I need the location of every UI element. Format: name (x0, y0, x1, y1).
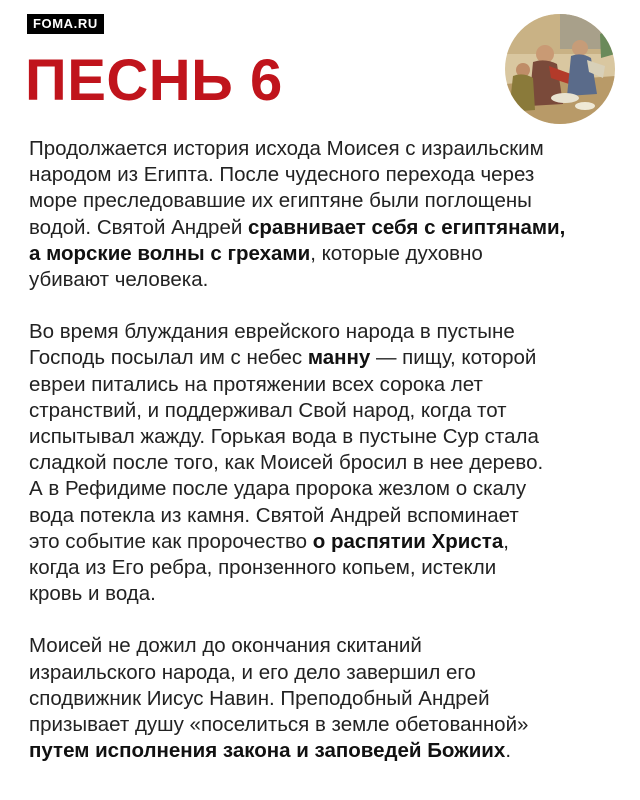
body-text: кровь и вода. (29, 582, 156, 606)
emphasis-text: а морские волны с грехами (29, 241, 311, 265)
body-text: водой. Святой Андрей (29, 215, 248, 239)
body-text: странствий, и поддерживал Свой народ, когда тот (29, 398, 507, 422)
paragraph-1 (29, 136, 629, 293)
text-line (29, 450, 629, 476)
illustration-thumbnail (505, 14, 615, 124)
body-text: это событие как пророчество (29, 529, 313, 553)
text-line (29, 555, 629, 581)
article-body (29, 136, 629, 790)
paragraph-3 (29, 633, 629, 764)
text-line (29, 162, 629, 188)
emphasis-text: о распятии Христа (312, 529, 504, 553)
body-text: , которые духовно (310, 241, 483, 265)
body-text: , (503, 529, 509, 553)
text-line (29, 345, 629, 371)
body-text: призывает душу «поселиться в земле обетованной» (29, 713, 529, 737)
body-text: убивают человека. (29, 268, 209, 292)
text-line (29, 215, 629, 241)
body-text: море преследовавшие их египтяне были поглощены (29, 189, 532, 213)
body-text: Господь посылал им с небес (29, 346, 308, 370)
body-text: испытывал жажду. Горькая вода в пустыне Сур стала (29, 425, 539, 449)
body-text: евреи питались на протяжении всех сорока лет (29, 372, 483, 396)
page-title: ПЕСНЬ 6 (25, 48, 283, 113)
text-line (29, 529, 629, 555)
body-text: — пищу, которой (370, 346, 537, 370)
icon-painting (505, 14, 615, 124)
body-text: Во время блуждания еврейского народа в пустыне (29, 320, 515, 344)
emphasis-text: манну (307, 346, 371, 370)
body-text: вода потекла из камня. Святой Андрей вспоминает (29, 503, 519, 527)
text-line (29, 712, 629, 738)
body-text: народом из Египта. После чудесного перехода через (29, 163, 535, 187)
text-line (29, 660, 629, 686)
emphasis-text: путем исполнения закона и заповедей Божиих (29, 739, 506, 763)
text-line (29, 319, 629, 345)
text-line (29, 633, 629, 659)
text-line (29, 581, 629, 607)
text-line (29, 686, 629, 712)
emphasis-text: сравнивает себя с египтянами, (248, 215, 566, 239)
body-text: израильского народа, и его дело завершил его (29, 660, 476, 684)
text-line (29, 241, 629, 267)
text-line (29, 398, 629, 424)
text-line (29, 136, 629, 162)
site-logo[interactable]: FOMA.RU (27, 14, 104, 34)
text-line (29, 424, 629, 450)
body-text: сподвижник Иисус Навин. Преподобный Андрей (29, 686, 490, 710)
text-line (29, 476, 629, 502)
paragraph-2 (29, 319, 629, 607)
text-line (29, 372, 629, 398)
body-text: Продолжается история исхода Моисея с израильским (29, 137, 544, 160)
text-line (29, 188, 629, 214)
text-line (29, 503, 629, 529)
body-text: . (505, 739, 512, 763)
text-line (29, 267, 629, 293)
body-text: когда из Его ребра, пронзенного копьем, истекли (29, 556, 497, 580)
text-line (29, 738, 629, 764)
body-text: А в Рефидиме после удара пророка жезлом о скалу (29, 477, 527, 501)
body-text: сладкой после того, как Моисей бросил в нее дерево. (29, 451, 544, 475)
body-text: Моисей не дожил до окончания скитаний (29, 634, 422, 658)
